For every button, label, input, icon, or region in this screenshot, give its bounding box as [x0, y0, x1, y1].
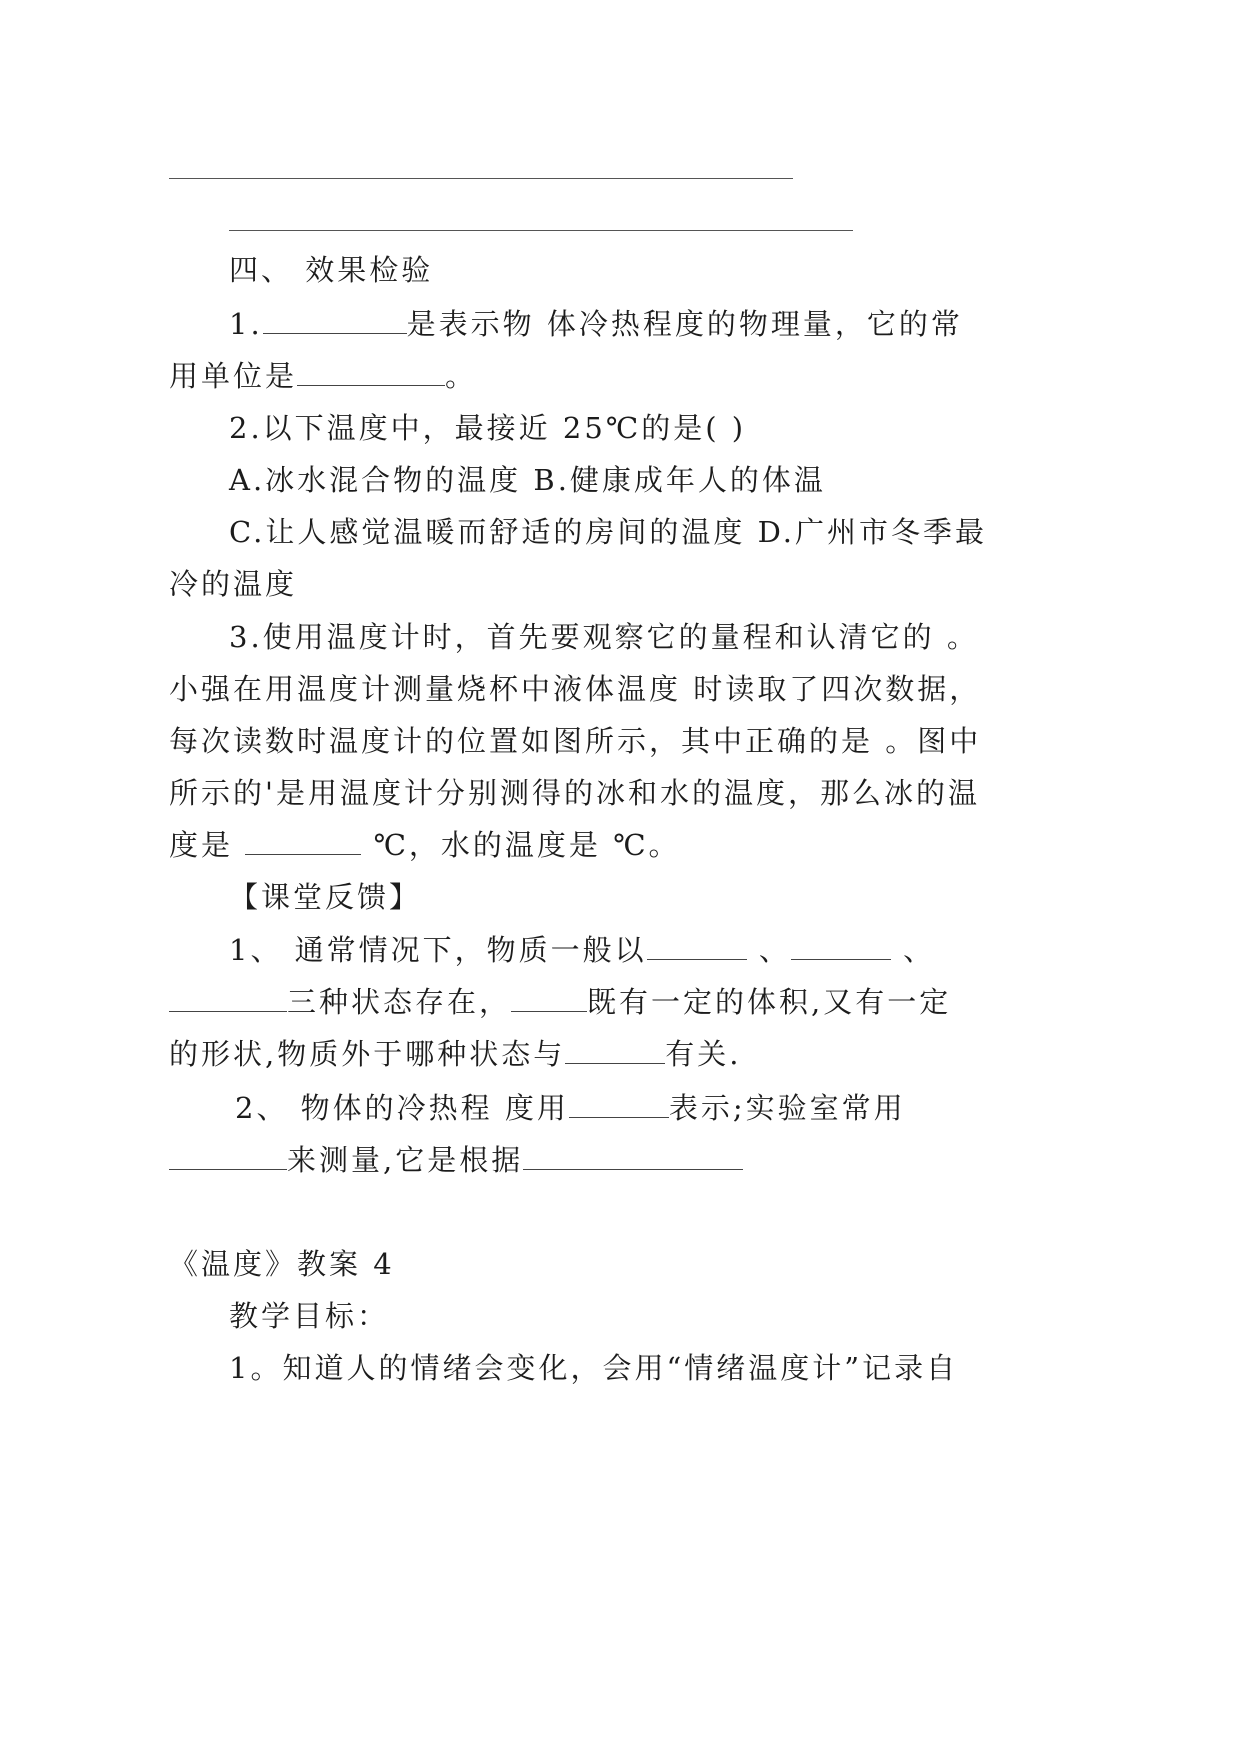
question-3-line-3: 每次读数时温度计的位置如图所示，其中正确的是 。图中 [169, 724, 982, 758]
fill-blank[interactable] [565, 1035, 665, 1064]
question-3-line-4: 所示的'是用温度计分别测得的冰和水的温度，那么冰的温 [169, 776, 980, 810]
question-3-line-5: 度是 ℃，水的温度是 ℃。 [169, 828, 681, 862]
lesson-4-title: 《温度》教案 4 [169, 1247, 395, 1281]
feedback-1-line-1: 1、 通常情况下，物质一般以 、 、 [229, 933, 936, 967]
question-2-options-cd-cont: 冷的温度 [169, 567, 298, 601]
feedback-2-line-1: 2、 物体的冷热程 度用 表示;实验室常用 [235, 1091, 906, 1125]
question-1-line-1: 1. 是表示物 体冷热程度的物理量，它的常 [229, 307, 963, 341]
feedback-1-line-3: 的形状,物质外于哪种状态与 有关. [169, 1037, 742, 1071]
fill-blank[interactable] [245, 826, 361, 855]
question-2-options-cd: C.让人感觉温暖而舒适的房间的温度 D.广州市冬季最 [229, 515, 988, 549]
answer-line-2 [229, 230, 853, 231]
question-2-options-ab: A.冰水混合物的温度 B.健康成年人的体温 [229, 463, 826, 497]
fill-blank[interactable] [791, 931, 891, 960]
fill-blank[interactable] [511, 983, 587, 1012]
answer-line-1 [169, 178, 793, 179]
teaching-goal-1: 1。知道人的情绪会变化，会用“情绪温度计”记录自 [229, 1351, 959, 1385]
feedback-title: 【课堂反馈】 [229, 880, 422, 914]
question-2-stem: 2.以下温度中，最接近 25℃的是( ) [229, 411, 747, 445]
fill-blank[interactable] [647, 931, 747, 960]
section-title: 四、 效果检验 [229, 253, 434, 287]
fill-blank[interactable] [297, 357, 445, 386]
fill-blank[interactable] [169, 983, 287, 1012]
question-3-line-1: 3.使用温度计时，首先要观察它的量程和认清它的 。 [229, 620, 979, 654]
fill-blank[interactable] [169, 1141, 287, 1170]
fill-blank[interactable] [523, 1141, 743, 1170]
feedback-1-line-2: 三种状态存在， 既有一定的体积,又有一定 [169, 982, 951, 1022]
question-3-line-2: 小强在用温度计测量烧杯中液体温度 时读取了四次数据， [169, 672, 982, 706]
fill-blank[interactable] [569, 1089, 669, 1118]
feedback-2-line-2: 来测量,它是根据 [169, 1140, 743, 1180]
fill-blank[interactable] [263, 305, 407, 334]
teaching-goals-label: 教学目标： [229, 1299, 390, 1333]
question-1-line-2: 用单位是 。 [169, 359, 478, 393]
